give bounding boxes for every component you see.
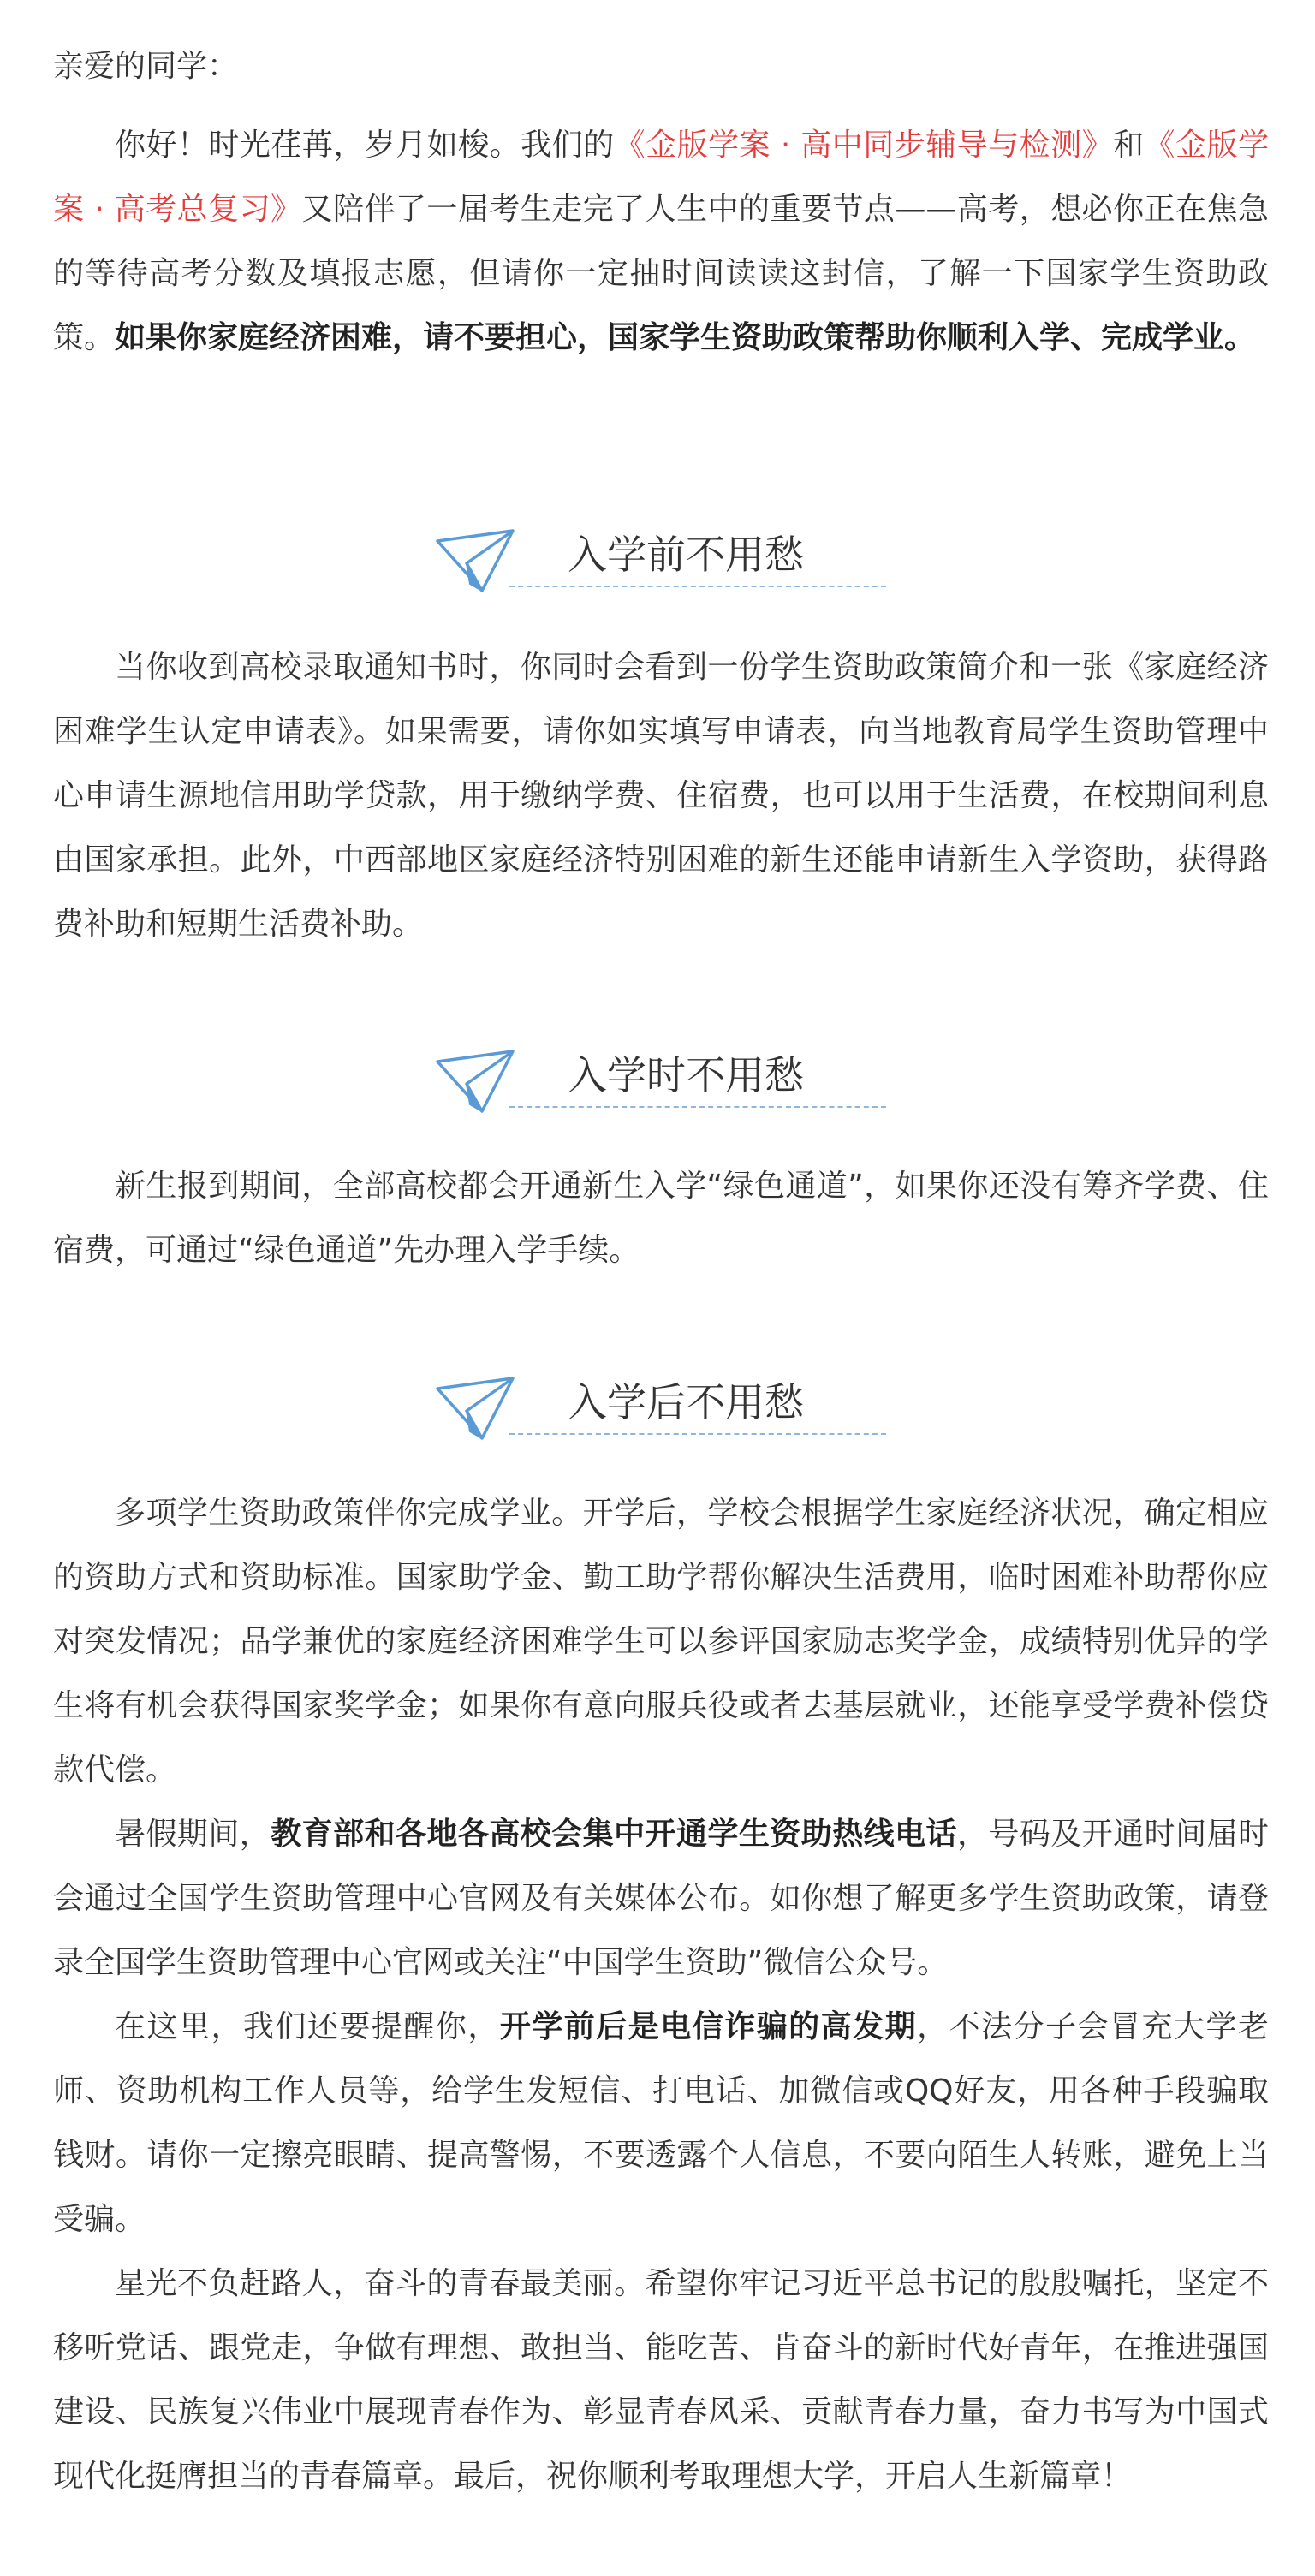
paper-plane-icon — [432, 1370, 518, 1447]
summer-text-2: ，号码及开通时间届时会通过全国学生资助管理中心官网及有关媒体公布。如你想了解更多学生资助政策，请登录全国学生资助管理中心官网或关注“中国学生资助”微信公众号。 — [53, 1817, 1269, 1980]
dashed-divider — [509, 1433, 886, 1435]
intro-text-2: 和 — [1113, 128, 1145, 163]
intro-paragraph — [53, 113, 1269, 370]
fraud-text-2: ，不法分子会冒充大学老师、资助机构工作人员等，给学生发短信、打电话、加微信或QQ好友，用各种手段骗取钱财。请你一定擦亮眼睛、提高警惕，不要透露个人信息，不要向陌生人转账，避免上当受骗。 — [53, 2009, 1269, 2237]
intro-text-3: 又陪伴了一届考生走完了人生中的重要节点——高考，想必你正在焦急的等待高考分数及填报志愿，但请你一定抽时间读读这封信，了解一下国家学生资助政策。 — [53, 192, 1269, 355]
fraud-text-1: 在这里，我们还要提醒你， — [115, 2009, 500, 2044]
book-title-1: 《金版学案 · 高中同步辅导与检测》 — [614, 128, 1114, 163]
intro-text-1: 你好！时光荏苒，岁月如梭。我们的 — [115, 128, 615, 163]
fraud-emphasis: 开学前后是电信诈骗的高发期 — [499, 2009, 918, 2044]
section-heading-before-enrollment — [432, 522, 886, 599]
dashed-divider — [509, 1106, 886, 1108]
book-title-2: 《金版学案 · 高考总复习》 — [53, 128, 1269, 227]
section-heading-during-enrollment — [432, 1043, 886, 1120]
summer-emphasis: 教育部和各地各高校会集中开通学生资助热线电话 — [271, 1817, 957, 1852]
paper-plane-icon — [432, 1043, 518, 1120]
paper-plane-icon — [432, 522, 518, 599]
section-heading-after-enrollment — [432, 1370, 886, 1447]
intro-emphasis: 如果你家庭经济困难，请不要担心，国家学生资助政策帮助你顺利入学、完成学业。 — [115, 320, 1256, 355]
section-title: 入学后不用愁 — [568, 1379, 804, 1425]
section-body-during-enrollment: 新生报到期间，全部高校都会开通新生入学“绿色通道”，如果你还没有筹齐学费、住宿费，可通过“绿色通道”先办理入学手续。 — [53, 1169, 1269, 1268]
section-body-before-enrollment: 当你收到高校录取通知书时，你同时会看到一份学生资助政策简介和一张《家庭经济困难学生认定申请表》。如果需要，请你如实填写申请表，向当地教育局学生资助管理中心申请生源地信用助学贷款，用于缴纳学费、住宿费，也可以用于生活费，在校期间利息由国家承担。此外，中西部地区家庭经济特别困难的新生还能申请新生入学资助，获得路费补助和短期生活费补助。 — [53, 650, 1269, 942]
summer-hotline-paragraph — [53, 1802, 1269, 1995]
closing-paragraph: 星光不负赶路人，奋斗的青春最美丽。希望你牢记习近平总书记的殷殷嘱托，坚定不移听党话、跟党走，争做有理想、敢担当、能吃苦、肯奋斗的新时代好青年，在推进强国建设、民族复兴伟业中展现青春作为、彰显青春风采、贡献青春力量，奋力书写为中国式现代化挺膺担当的青春篇章。最后，祝你顺利考取理想大学，开启人生新篇章！ — [53, 2266, 1269, 2494]
fraud-warning-paragraph — [53, 1995, 1269, 2252]
greeting: 亲爱的同学： — [53, 49, 239, 84]
summer-text-1: 暑假期间， — [115, 1817, 271, 1852]
section-body-after-enrollment: 多项学生资助政策伴你完成学业。开学后，学校会根据学生家庭经济状况，确定相应的资助方式和资助标准。国家助学金、勤工助学帮你解决生活费用，临时困难补助帮你应对突发情况；品学兼优的家庭经济困难学生可以参评国家励志奖学金，成绩特别优异的学生将有机会获得国家奖学金；如果你有意向服兵役或者去基层就业，还能享受学费补偿贷款代偿。 — [53, 1496, 1269, 1788]
section-title: 入学时不用愁 — [568, 1052, 804, 1098]
section-title: 入学前不用愁 — [568, 532, 804, 578]
dashed-divider — [509, 586, 886, 587]
